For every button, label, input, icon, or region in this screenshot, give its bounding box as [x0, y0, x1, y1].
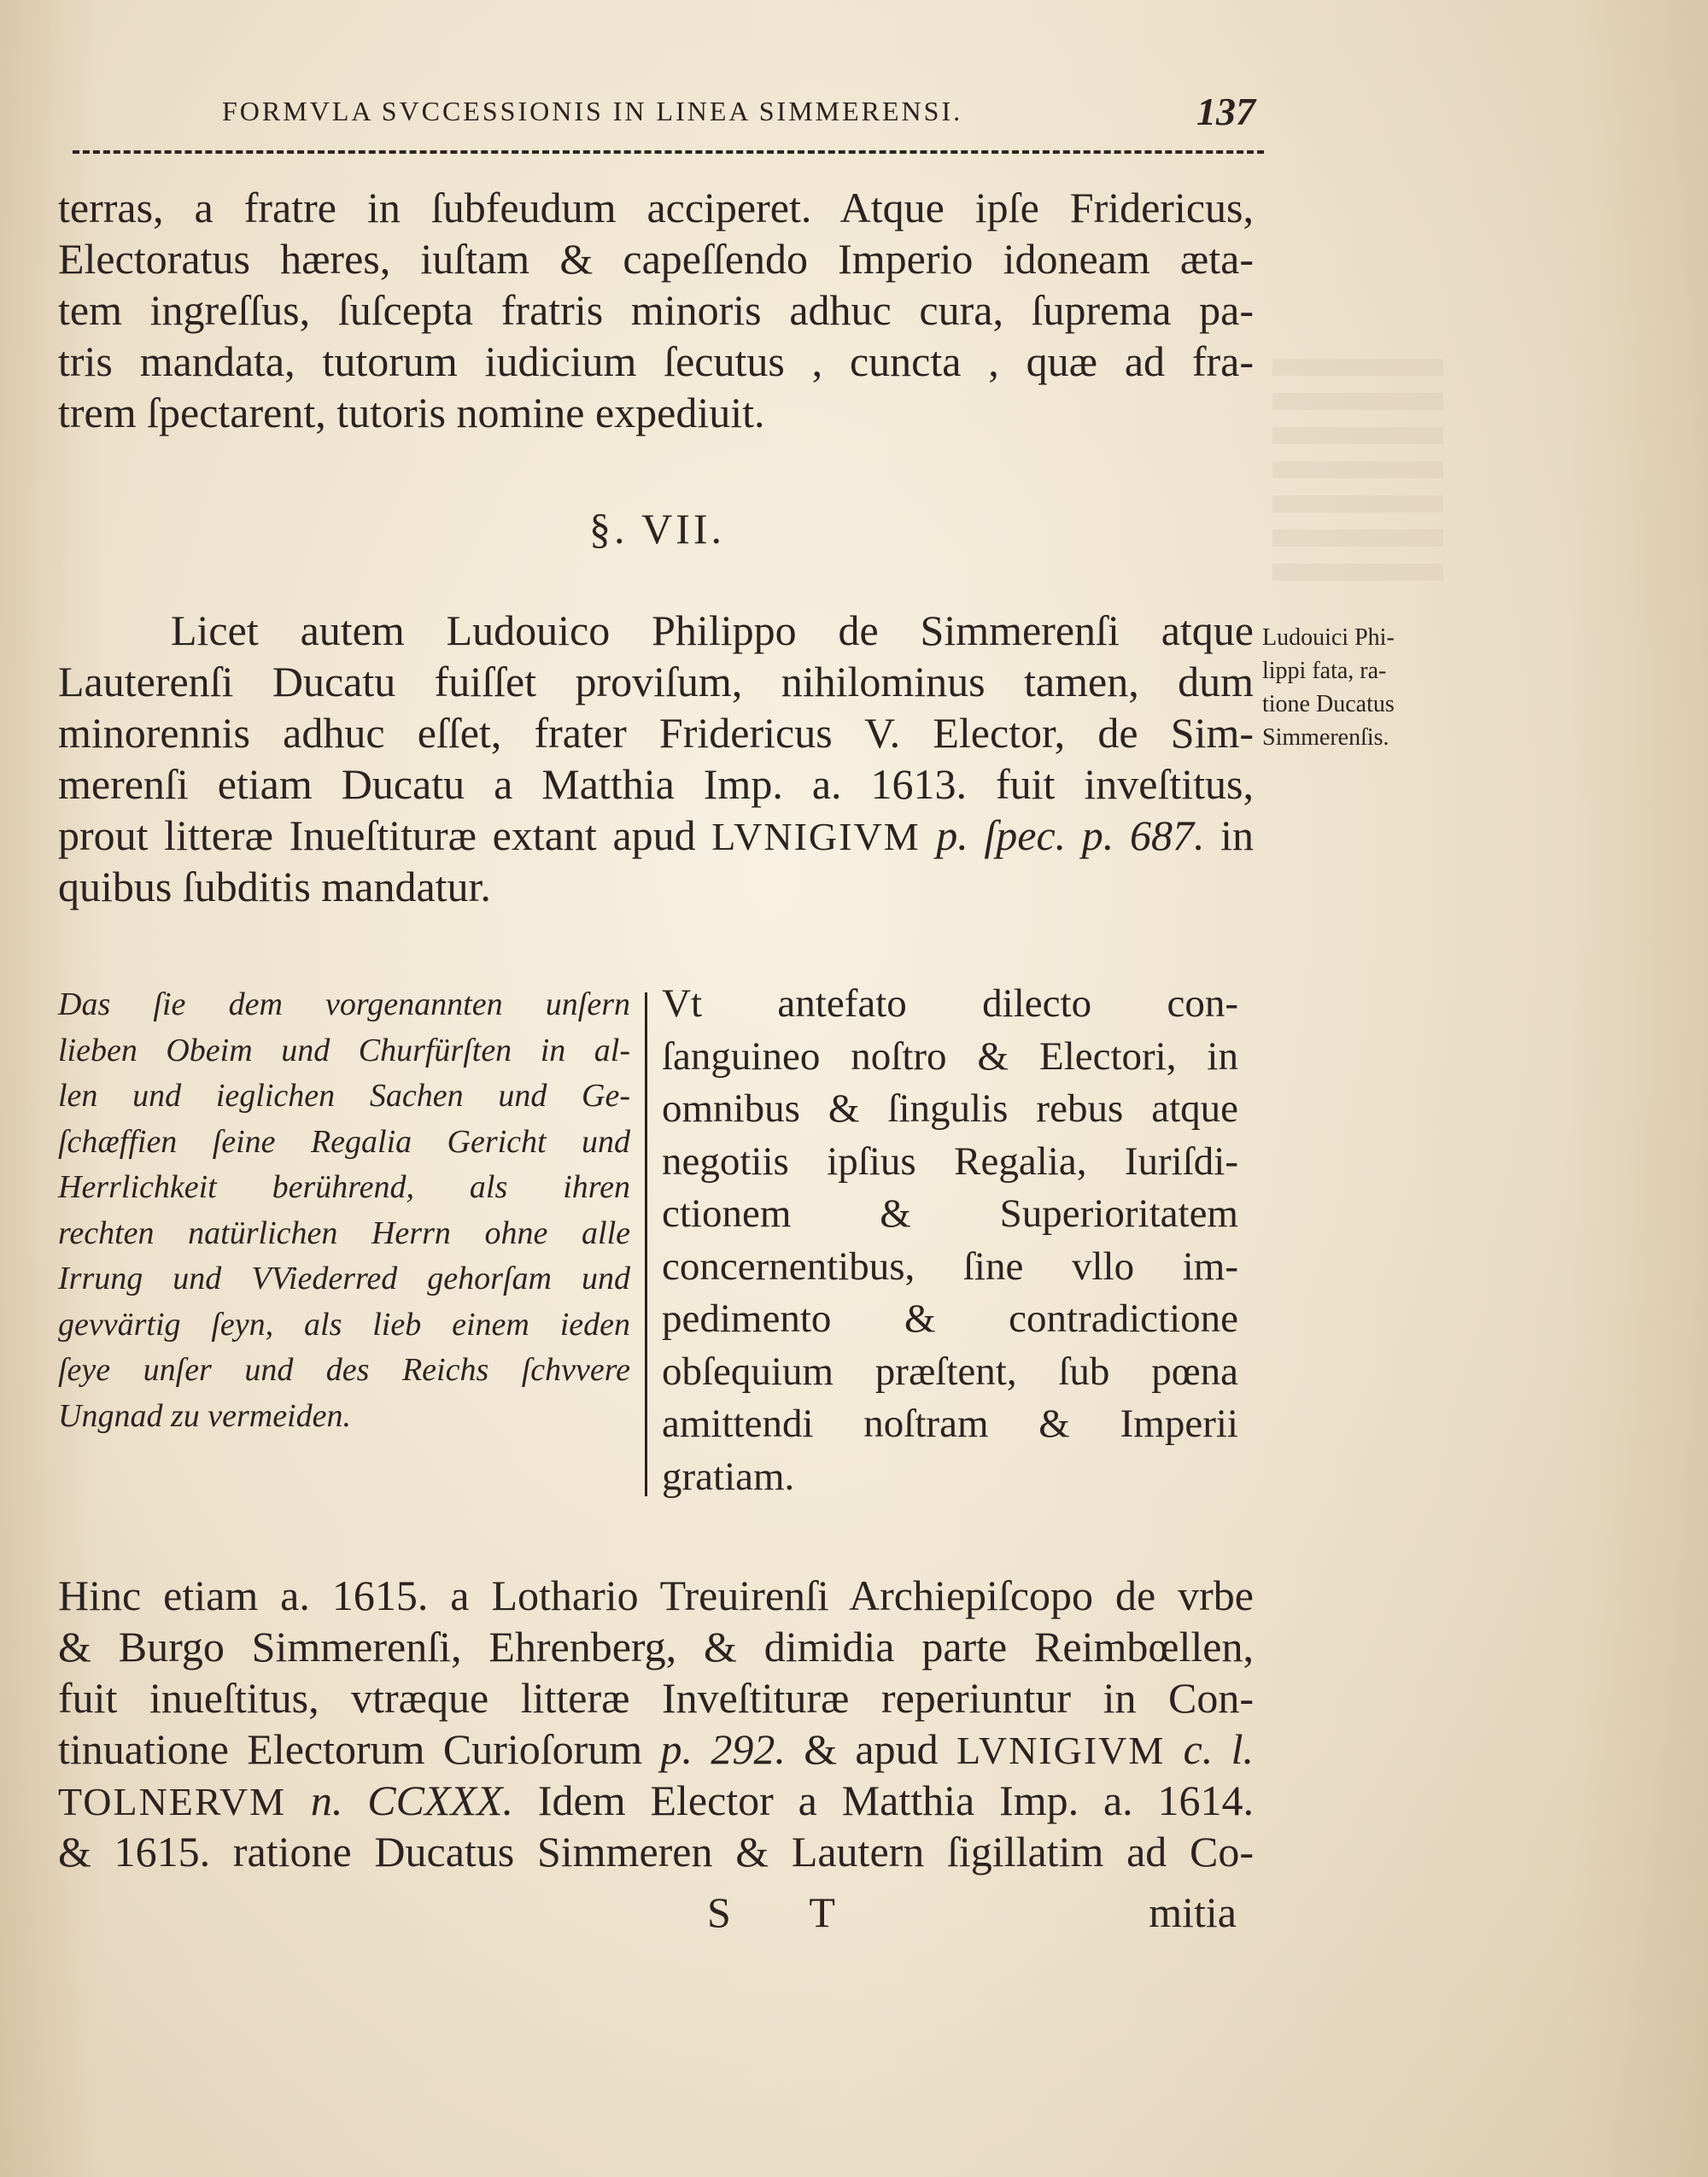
text-line: Electoratus hæres, iuſtam & capeſſendo Imperio idoneam æta- [58, 235, 1254, 283]
german-line: len und ieglichen Sachen und Ge- [58, 1078, 630, 1114]
text-line: Licet autem Ludouico Philippo de Simmerenſi atque [171, 606, 1254, 654]
author-name: TOLNERVM [58, 1780, 287, 1823]
text-line: Lauterenſi Ducatu fuiſſet proviſum, nihilominus tamen, dum [58, 658, 1254, 705]
author-name: LVNIGIVM [711, 815, 921, 858]
german-line: ſeye unſer und des Reichs ſchvvere [58, 1352, 630, 1388]
german-line: lieben Obeim und Churfürſten in al- [58, 1032, 630, 1068]
note-line: lippi fata, ra- [1262, 658, 1387, 684]
text-run: & apud [785, 1725, 956, 1773]
show-through-text [1272, 359, 1443, 598]
text-line: trem ſpectarent, tutoris nomine expediuit. [58, 389, 765, 436]
column-divider [645, 992, 647, 1496]
text-line [58, 1775, 1254, 1826]
text-line: Hinc etiam a. 1615. a Lothario Treuirenſi Archiepiſcopo de vrbe [58, 1571, 1254, 1619]
text-line [58, 810, 1254, 861]
german-line: Das ſie dem vorgenannten unſern [58, 986, 630, 1022]
note-line: tione Ducatus [1262, 691, 1395, 717]
text-line: merenſi etiam Ducatu a Matthia Imp. a. 1613. fuit inveſtitus, [58, 760, 1254, 808]
text-line: tris mandata, tutorum iudicium ſecutus , cuncta , quæ ad fra- [58, 337, 1254, 385]
german-line: ſchæffien ſeine Regalia Gericht und [58, 1123, 630, 1160]
text-line: tem ingreſſus, ſuſcepta fratris minoris adhuc cura, ſuprema pa- [58, 286, 1254, 334]
marginal-note [1262, 621, 1467, 754]
text-line: minorennis adhuc eſſet, frater Fridericus V. Elector, de Sim- [58, 709, 1254, 757]
catchword: mitia [1149, 1888, 1237, 1936]
section-heading: §. VII. [589, 505, 726, 553]
citation: c. l. [1165, 1725, 1255, 1773]
note-line: Simmerenſis. [1262, 724, 1389, 751]
note-line: Ludouici Phi- [1262, 624, 1395, 651]
german-line: rechten natürlichen Herrn ohne alle [58, 1214, 630, 1251]
latin-line: obſequium præſtent, ſub pœna [662, 1349, 1238, 1394]
citation: p. ſpec. p. 687. [920, 811, 1205, 859]
latin-line: amittendi noſtram & Imperii [662, 1402, 1238, 1446]
text-line: & Burgo Simmerenſi, Ehrenberg, & dimidia parte Reimbœllen, [58, 1623, 1254, 1671]
text-run: tinuatione Electorum Curioſorum [58, 1725, 661, 1773]
latin-line: pedimento & contradictione [662, 1296, 1238, 1341]
citation: n. CCXXX. [286, 1776, 514, 1824]
german-line: Herrlichkeit berührend, als ihren [58, 1169, 630, 1205]
latin-line: negotiis ipſius Regalia, Iuriſdi- [662, 1138, 1238, 1184]
latin-line: concernentibus, ſine vllo im- [662, 1244, 1238, 1289]
text-run: prout litteræ Inueſtituræ extant apud [58, 811, 712, 859]
text-line: terras, a fratre in ſubfeudum acciperet. Atque ipſe Fridericus, [58, 184, 1254, 231]
page-header [214, 90, 1272, 147]
page-number: 137 [1196, 90, 1255, 133]
text-run: in [1204, 811, 1254, 859]
paragraph-1 [58, 182, 1254, 438]
german-line: Ungnad zu vermeiden. [58, 1397, 351, 1434]
paragraph-2-first-line [171, 605, 1254, 656]
author-name: LVNIGIVM [956, 1729, 1166, 1772]
signature-mark: S T [707, 1888, 869, 1936]
german-line: gevvärtig ſeyn, als lieb einem ieden [58, 1306, 630, 1343]
paragraph-3 [58, 1570, 1254, 1877]
latin-line: Vt antefato dilecto con- [662, 981, 1238, 1026]
text-line: quibus ſubditis mandatur. [58, 863, 491, 910]
paragraph-2 [58, 656, 1254, 912]
header-rule [73, 150, 1264, 154]
german-column [58, 982, 630, 1439]
german-line: Irrung und VViederred gehorſam und [58, 1261, 630, 1296]
latin-column [662, 978, 1238, 1503]
text-line: fuit inueſtitus, vtræque litteræ Inveſtituræ reperiuntur in Con- [58, 1674, 1254, 1722]
text-run: Idem Elector a Matthia Imp. a. 1614. [513, 1776, 1254, 1824]
latin-line: gratiam. [662, 1454, 795, 1499]
latin-line: omnibus & ſingulis rebus atque [662, 1086, 1238, 1131]
text-line: & 1615. ratione Ducatus Simmeren & Lautern ſigillatim ad Co- [58, 1828, 1254, 1876]
running-title: FORMVLA SVCCESSIONIS IN LINEA SIMMERENSI. [222, 96, 963, 126]
citation: p. 292. [660, 1725, 786, 1773]
latin-line: ſanguineo noſtro & Electori, in [662, 1033, 1238, 1079]
text-line [58, 1723, 1254, 1775]
latin-line: ctionem & Superioritatem [662, 1191, 1238, 1236]
page-footer [58, 1887, 1254, 1939]
